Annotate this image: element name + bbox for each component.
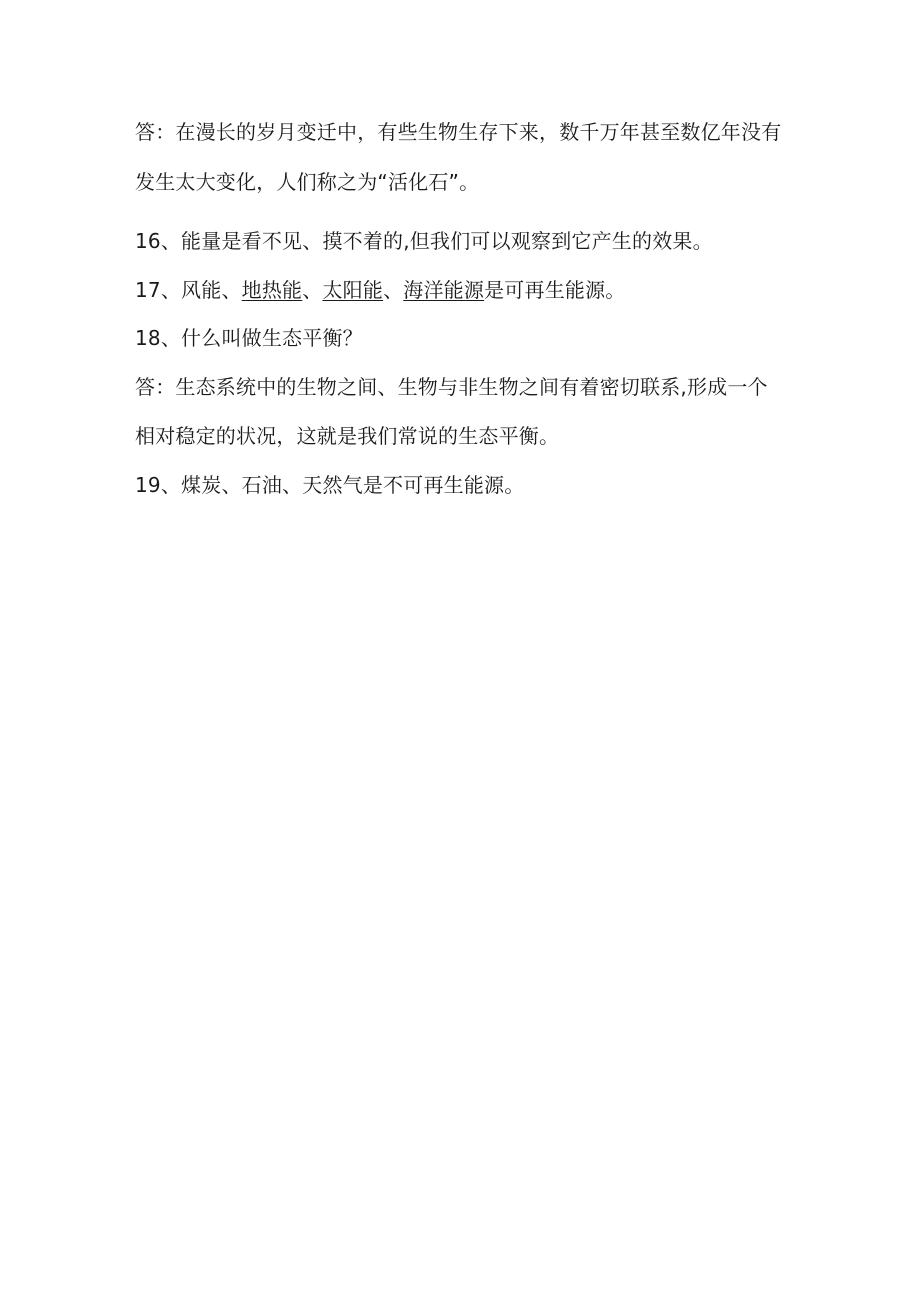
statement-19: 19、煤炭、石油、天然气是不可再生能源。 — [135, 473, 525, 497]
question-18: 18、什么叫做生态平衡？ — [135, 326, 363, 350]
statement-17-ocean: 海洋能源 — [403, 278, 485, 302]
statement-17-geothermal: 地热能 — [241, 278, 303, 302]
statement-17-prefix: 17、风能、 — [135, 278, 242, 302]
statement-17-separator-2: 、 — [383, 278, 404, 302]
statement-16: 16、能量是看不见、摸不着的,但我们可以观察到它产生的效果。 — [135, 229, 713, 253]
answer-15-line-1: 答：在漫长的岁月变迁中，有些生物生存下来，数千万年甚至数亿年没有 — [135, 120, 782, 144]
statement-17 — [135, 278, 626, 302]
statement-17-solar: 太阳能 — [322, 278, 384, 302]
statement-17-suffix: 是可再生能源。 — [484, 278, 626, 302]
answer-18-line-1: 答：生态系统中的生物之间、生物与非生物之间有着密切联系,形成一个 — [135, 375, 768, 399]
answer-18-line-2: 相对稳定的状况，这就是我们常说的生态平衡。 — [135, 424, 560, 448]
answer-15-line-2: 发生太大变化，人们称之为“活化石”。 — [135, 170, 480, 194]
statement-17-separator-1: 、 — [302, 278, 323, 302]
